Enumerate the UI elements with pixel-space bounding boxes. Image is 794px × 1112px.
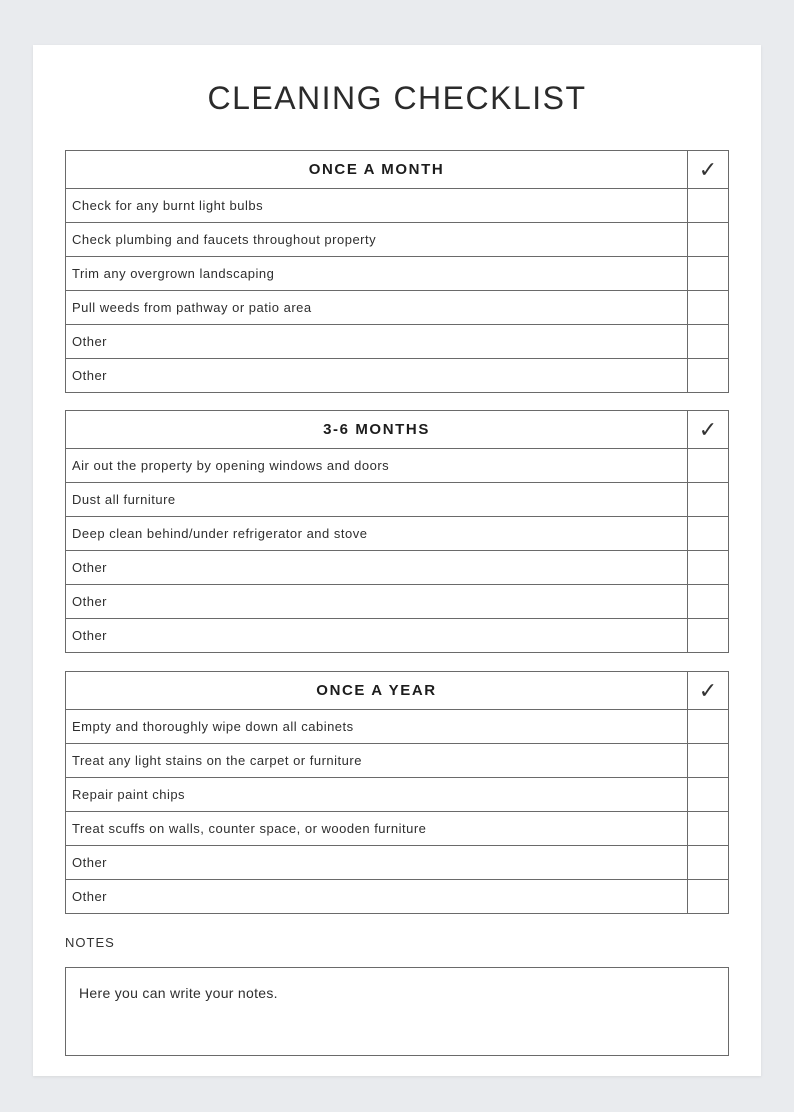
table-row (66, 744, 729, 778)
table-header-row (66, 151, 729, 189)
task-label: Other (66, 359, 688, 393)
table-row (66, 291, 729, 325)
task-checkbox[interactable] (688, 551, 729, 585)
task-checkbox[interactable] (688, 291, 729, 325)
task-checkbox[interactable] (688, 359, 729, 393)
task-label: Other (66, 619, 688, 653)
task-checkbox[interactable] (688, 778, 729, 812)
table-row (66, 585, 729, 619)
task-label: Air out the property by opening windows and doors (66, 449, 688, 483)
table-row (66, 710, 729, 744)
section-heading: 3-6 MONTHS (66, 411, 688, 449)
task-label: Other (66, 846, 688, 880)
task-checkbox[interactable] (688, 257, 729, 291)
check-column-icon: ✓ (688, 151, 729, 189)
task-label: Empty and thoroughly wipe down all cabinets (66, 710, 688, 744)
table-header-row (66, 672, 729, 710)
table-row (66, 449, 729, 483)
task-label: Deep clean behind/under refrigerator and stove (66, 517, 688, 551)
task-label: Repair paint chips (66, 778, 688, 812)
task-label: Other (66, 551, 688, 585)
task-checkbox[interactable] (688, 619, 729, 653)
task-checkbox[interactable] (688, 846, 729, 880)
task-checkbox[interactable] (688, 483, 729, 517)
task-label: Other (66, 325, 688, 359)
notes-box[interactable] (65, 967, 729, 1056)
table-row (66, 812, 729, 846)
check-column-icon: ✓ (688, 672, 729, 710)
table-header-row (66, 411, 729, 449)
task-label: Trim any overgrown landscaping (66, 257, 688, 291)
task-checkbox[interactable] (688, 812, 729, 846)
task-label: Treat scuffs on walls, counter space, or wooden furniture (66, 812, 688, 846)
checklist-table (65, 671, 729, 914)
notes-label: NOTES (65, 935, 115, 950)
section-heading: ONCE A MONTH (66, 151, 688, 189)
task-label: Pull weeds from pathway or patio area (66, 291, 688, 325)
table-row (66, 189, 729, 223)
task-label: Other (66, 880, 688, 914)
task-label: Check plumbing and faucets throughout property (66, 223, 688, 257)
table-row (66, 325, 729, 359)
task-label: Other (66, 585, 688, 619)
table-row (66, 619, 729, 653)
table-row (66, 846, 729, 880)
task-checkbox[interactable] (688, 710, 729, 744)
task-checkbox[interactable] (688, 517, 729, 551)
checklist-table (65, 410, 729, 653)
task-checkbox[interactable] (688, 325, 729, 359)
task-checkbox[interactable] (688, 880, 729, 914)
checklist-table (65, 150, 729, 393)
notes-text: Here you can write your notes. (79, 985, 278, 1001)
task-checkbox[interactable] (688, 189, 729, 223)
table-row (66, 880, 729, 914)
task-checkbox[interactable] (688, 449, 729, 483)
task-checkbox[interactable] (688, 744, 729, 778)
section-3-6-months (65, 410, 729, 653)
table-row (66, 359, 729, 393)
task-checkbox[interactable] (688, 585, 729, 619)
table-row (66, 517, 729, 551)
section-heading: ONCE A YEAR (66, 672, 688, 710)
task-checkbox[interactable] (688, 223, 729, 257)
task-label: Treat any light stains on the carpet or furniture (66, 744, 688, 778)
section-once-a-month (65, 150, 729, 393)
page-title: CLEANING CHECKLIST (207, 80, 587, 116)
table-row (66, 551, 729, 585)
table-row (66, 483, 729, 517)
table-row (66, 778, 729, 812)
task-label: Check for any burnt light bulbs (66, 189, 688, 223)
table-row (66, 257, 729, 291)
section-once-a-year (65, 671, 729, 914)
task-label: Dust all furniture (66, 483, 688, 517)
check-column-icon: ✓ (688, 411, 729, 449)
table-row (66, 223, 729, 257)
